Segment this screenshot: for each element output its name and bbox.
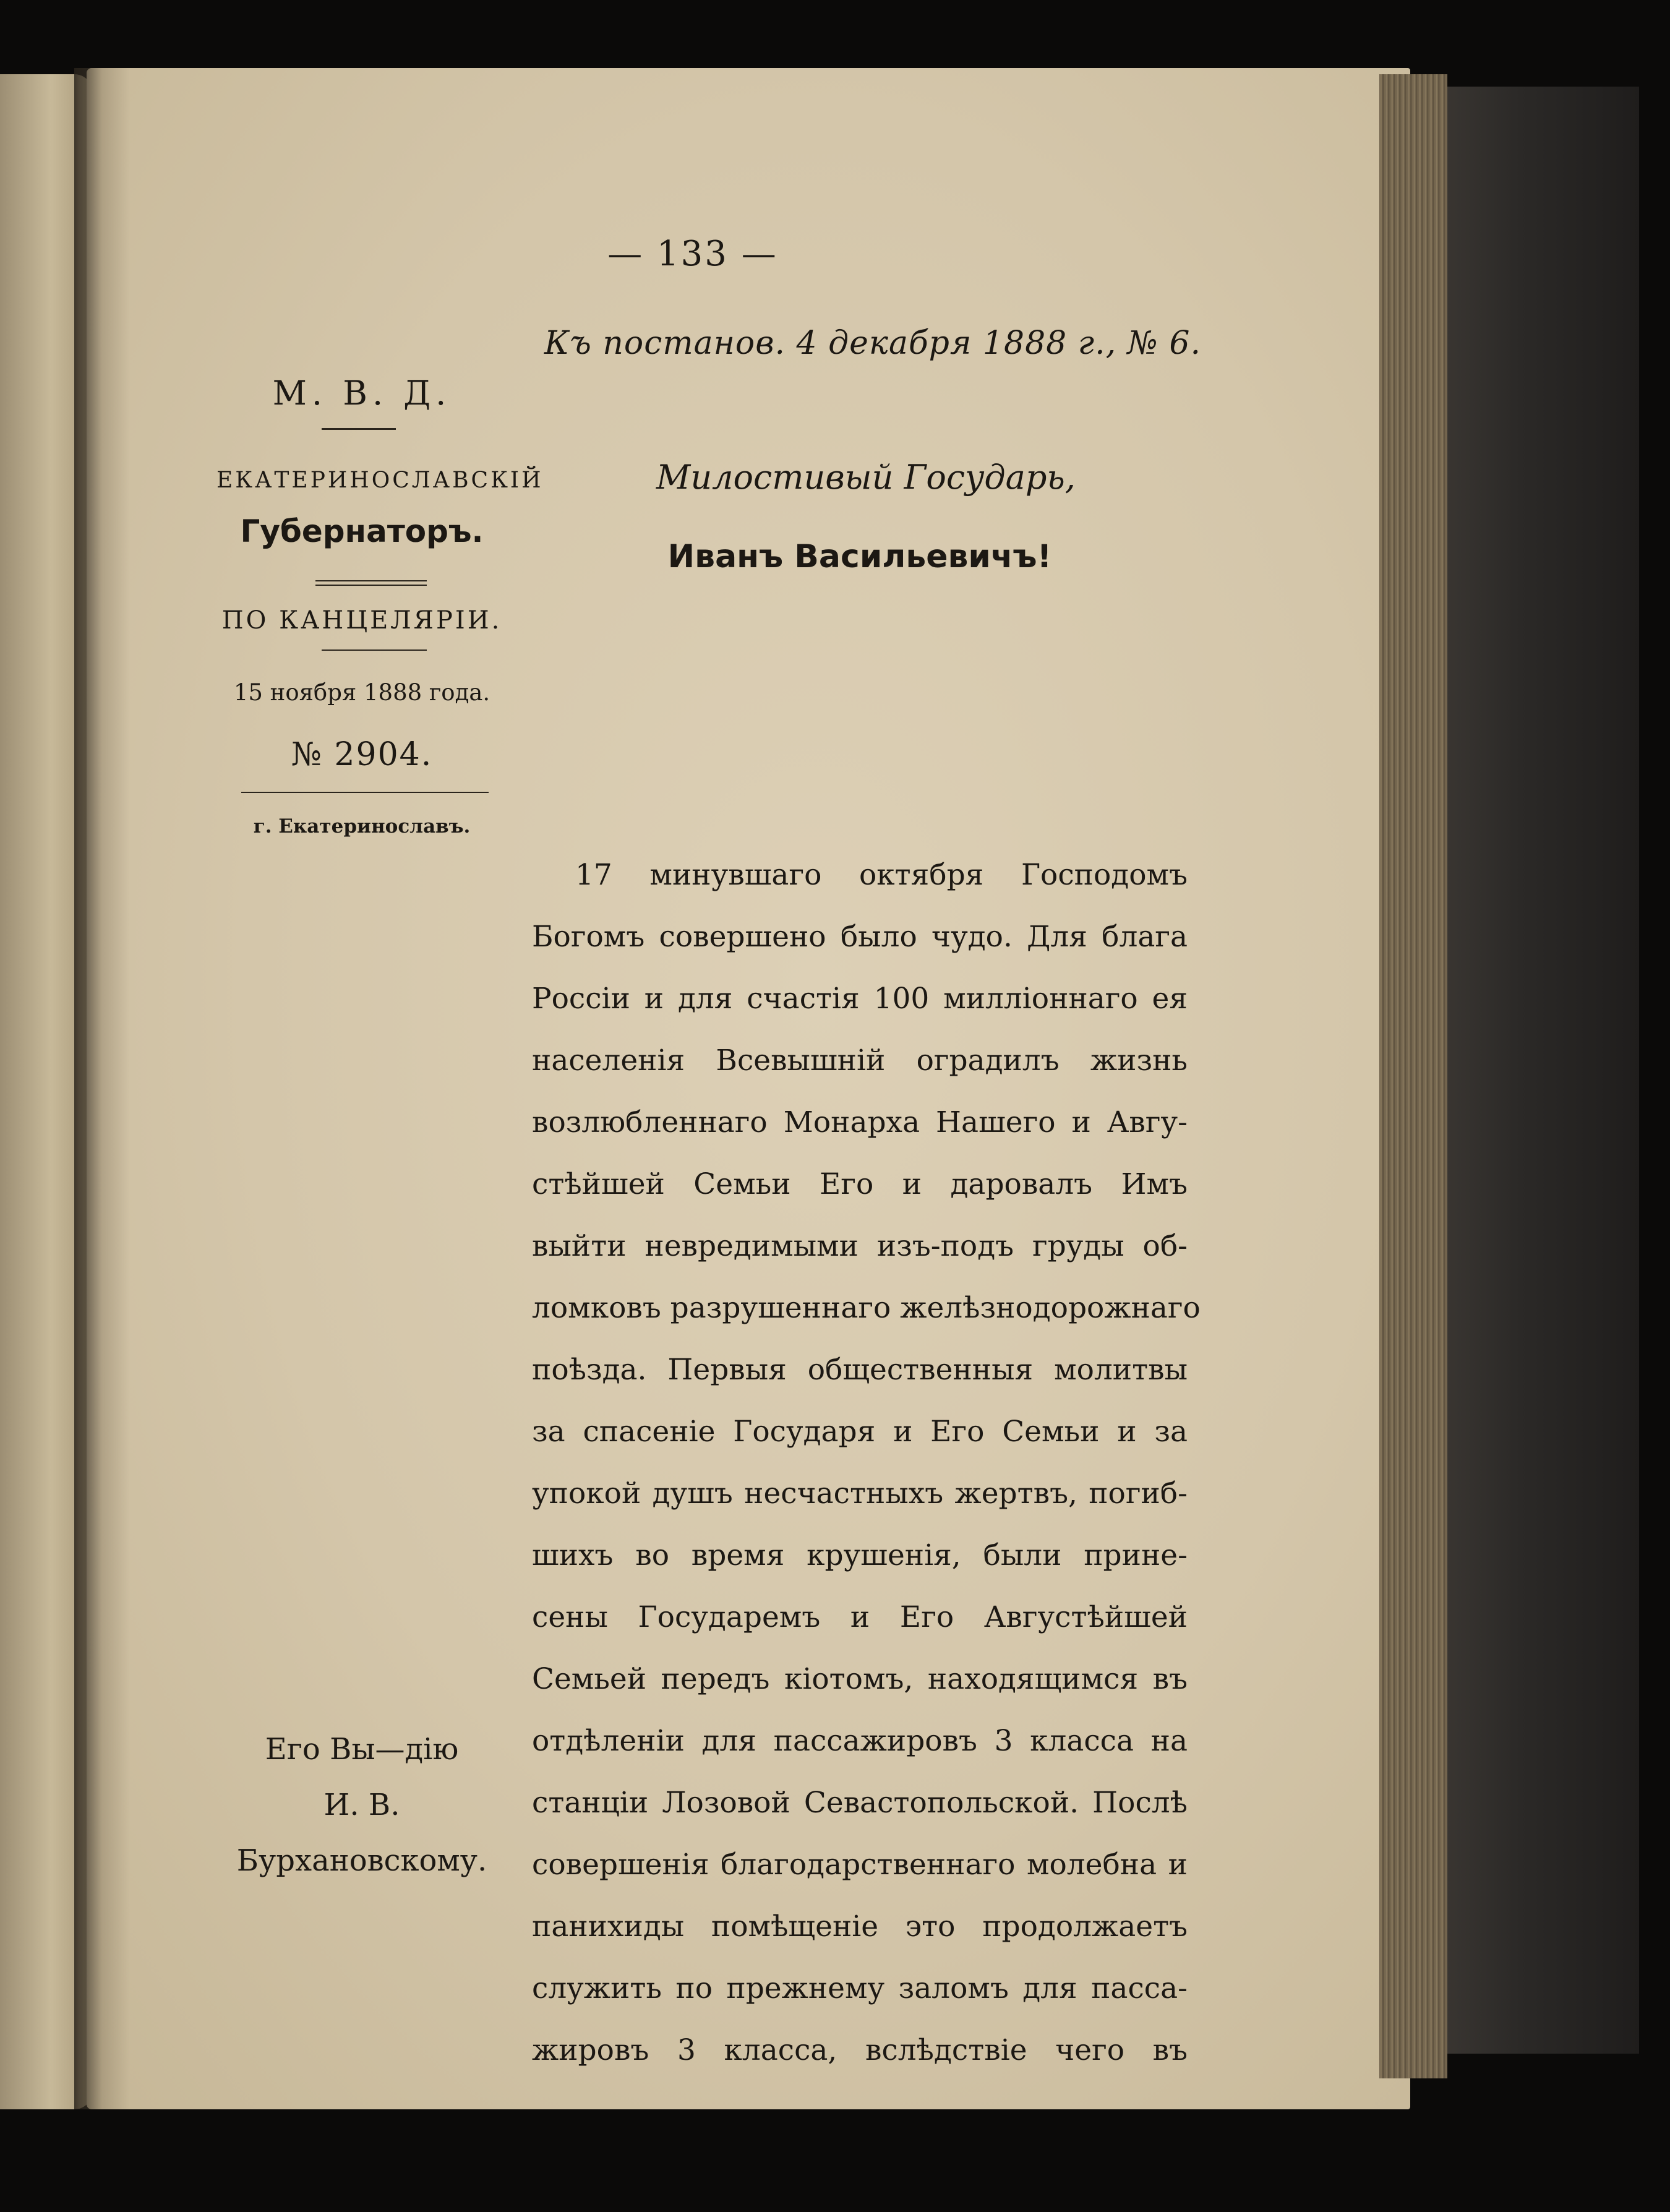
body-line: сены Государемъ и Его Августѣйшей — [532, 1600, 1188, 1634]
divider-rule — [322, 649, 427, 651]
body-line: Богомъ совершено было чудо. Для блага — [532, 920, 1188, 954]
reference-line: Къ постанов. 4 декабря 1888 г., № 6. — [544, 325, 1202, 362]
salutation: Милостивый Государь, — [656, 458, 1076, 497]
divider-rule — [315, 580, 427, 581]
document-number: № 2904. — [291, 736, 433, 773]
ministry-abbrev: М. В. Д. — [272, 374, 452, 413]
body-line: Семьей передъ кіотомъ, находящимся въ — [532, 1662, 1188, 1696]
body-line: поѣзда. Первыя общественныя молитвы — [532, 1353, 1188, 1387]
body-line: стѣйшей Семьи Его и даровалъ Имъ — [532, 1167, 1188, 1201]
addressee-name: Иванъ Васильевичъ! — [667, 538, 1052, 575]
divider-rule — [315, 585, 427, 586]
divider-rule — [322, 428, 396, 430]
office-title: Губернаторъ. — [240, 513, 484, 549]
recipient-line: Бурхановскому. — [236, 1843, 487, 1878]
page-number: — 133 — — [607, 234, 778, 274]
office-name: ЕКАТЕРИНОСЛАВСКІЙ — [216, 468, 544, 493]
letter-body — [532, 844, 1201, 2081]
department-name: ПО КАНЦЕЛЯРІИ. — [221, 606, 502, 635]
body-line: Россіи и для счастія 100 милліоннаго ея — [532, 982, 1188, 1016]
body-line: возлюбленнаго Монарха Нашего и Авгу- — [532, 1105, 1188, 1139]
body-line: совершенія благодарственнаго молебна и — [532, 1848, 1188, 1882]
body-line: выйти невредимыми изъ-подъ груды об- — [532, 1229, 1188, 1263]
document-date: 15 ноября 1888 года. — [233, 679, 490, 706]
body-line: служить по прежнему заломъ для пасса- — [532, 1971, 1188, 2005]
document-place: г. Екатеринославъ. — [253, 815, 471, 838]
body-line: панихиды помѣщеніе это продолжаетъ — [532, 1910, 1188, 1944]
body-line: населенія Всевышній оградилъ жизнь — [532, 1044, 1188, 1078]
body-line: 17 минувшаго октября Господомъ — [575, 858, 1188, 892]
body-line: шихъ во время крушенія, были принe- — [532, 1538, 1188, 1572]
body-line: упокой душъ несчастныхъ жертвъ, погиб- — [532, 1477, 1188, 1511]
recipient-line: И. В. — [323, 1788, 400, 1822]
body-line: ломковъ разрушеннаго желѣзнодорожнаго — [532, 1291, 1201, 1325]
recipient-line: Его Вы—дію — [265, 1732, 459, 1767]
body-line: за спасеніе Государя и Его Семьи и за — [532, 1415, 1188, 1449]
body-line: отдѣленіи для пассажировъ 3 класса на — [532, 1724, 1188, 1758]
body-line: жировъ 3 класса, вслѣдствіе чего въ — [532, 2033, 1188, 2067]
body-line: станціи Лозовой Севастопольской. Послѣ — [532, 1786, 1188, 1820]
divider-rule — [241, 792, 489, 793]
